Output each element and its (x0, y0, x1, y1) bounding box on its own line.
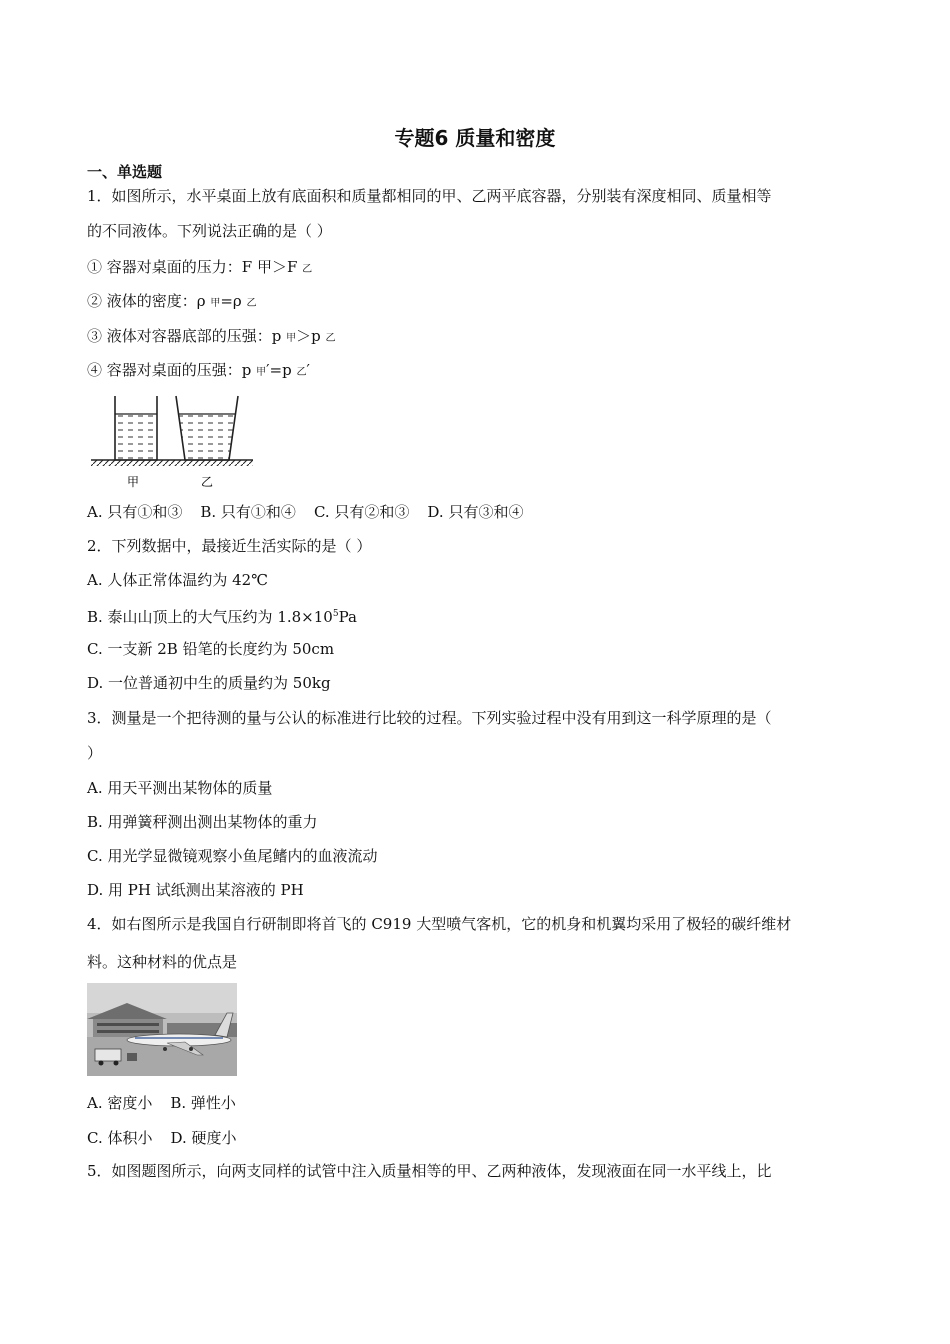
q1-s3-text: ③ 液体对容器底部的压强：p (87, 327, 287, 345)
q2-option-b-text: B. 泰山山顶上的大气压约为 1.8×10 (87, 608, 333, 626)
q1-statement-1 (87, 257, 312, 280)
q1-s3-sub1: 甲 (286, 333, 297, 344)
q4-options-row2 (87, 1128, 255, 1148)
q4-option-a[interactable]: A. 密度小 (87, 1094, 153, 1112)
containers-figure (87, 392, 257, 492)
table-hatch (91, 460, 253, 466)
container-a-liquid (115, 414, 157, 460)
q1-s2-eq: =ρ (220, 292, 247, 310)
q3-stem-line2: ） (87, 744, 103, 762)
container-b-liquid (179, 414, 235, 460)
q3-option-d[interactable]: D. 用 PH 试纸测出某溶液的 PH (87, 881, 304, 899)
q2-option-a[interactable]: A. 人体正常体温约为 42℃ (87, 571, 269, 589)
q2-option-b-exp: 5 (332, 609, 339, 619)
q1-stem-line1: 1．如图所示，水平桌面上放有底面积和质量都相同的甲、乙两平底容器，分别装有深度相同、质量相等 (87, 187, 772, 205)
q2-stem: 2．下列数据中，最接近生活实际的是（ ） (87, 537, 372, 555)
q1-option-b[interactable]: B. 只有①和④ (200, 503, 296, 521)
q2-option-d[interactable]: D. 一位普通初中生的质量约为 50kg (87, 674, 331, 692)
q1-s3-sub2: 乙 (325, 333, 336, 344)
label-jia: 甲 (127, 475, 140, 489)
q4-option-c[interactable]: C. 体积小 (87, 1129, 153, 1147)
q1-s4-text: ④ 容器对桌面的压强：p (87, 361, 257, 379)
q1-statement-2 (87, 291, 257, 314)
q3-stem-line1: 3．测量是一个把待测的量与公认的标准进行比较的过程。下列实验过程中没有用到这一科学原理的是（ (87, 709, 772, 727)
q2-option-b[interactable] (87, 604, 357, 627)
q3-option-b[interactable]: B. 用弹簧秤测出测出某物体的重力 (87, 813, 318, 831)
q1-s4-sub2: 乙 (296, 367, 307, 378)
q3-option-a[interactable]: A. 用天平测出某物体的质量 (87, 779, 273, 797)
q1-s2-sub2: 乙 (246, 298, 257, 309)
page-title: 专题6 质量和密度 (394, 126, 556, 150)
q2-option-b-unit: Pa (338, 608, 357, 626)
q1-options (87, 502, 541, 522)
section-heading: 一、单选题 (87, 163, 163, 181)
q1-s3-gt: ＞p (296, 327, 326, 345)
q1-s2-text: ② 液体的密度：ρ (87, 292, 211, 310)
q1-s1-sub: 乙 (302, 264, 313, 275)
q2-option-c[interactable]: C. 一支新 2B 铅笔的长度约为 50cm (87, 640, 335, 658)
q1-stem-line2: 的不同液体。下列说法正确的是（ ） (87, 222, 332, 240)
c919-airplane-photo (87, 983, 237, 1076)
q1-option-d[interactable]: D. 只有③和④ (427, 503, 524, 521)
q5-stem-line1: 5．如图题图所示，向两支同样的试管中注入质量相等的甲、乙两种液体，发现液面在同一水平线上，比 (87, 1162, 772, 1180)
q3-option-c[interactable]: C. 用光学显微镜观察小鱼尾鳍内的血液流动 (87, 847, 378, 865)
q1-s4-sub1: 甲 (256, 367, 267, 378)
q4-options-row1 (87, 1093, 254, 1113)
q1-s2-sub1: 甲 (210, 298, 221, 309)
q4-stem-line1: 4．如右图所示是我国自行研制即将首飞的 C919 大型喷气客机，它的机身和机翼均采用了极轻的碳纤维材 (87, 915, 792, 933)
q1-option-c[interactable]: C. 只有②和③ (313, 503, 410, 521)
q1-s1-text: ① 容器对桌面的压力：F 甲＞F (87, 258, 303, 276)
label-yi: 乙 (201, 475, 214, 489)
q1-statement-3 (87, 326, 336, 349)
q1-option-a[interactable]: A. 只有①和③ (87, 503, 183, 521)
q4-stem-line2: 料。这种材料的优点是 (87, 953, 238, 971)
q1-statement-4 (87, 360, 310, 383)
q1-s4-prime: ′ (306, 361, 310, 379)
q4-option-b[interactable]: B. 弹性小 (170, 1094, 236, 1112)
q4-option-d[interactable]: D. 硬度小 (170, 1129, 237, 1147)
q1-s4-eq: ′=p (266, 361, 297, 379)
